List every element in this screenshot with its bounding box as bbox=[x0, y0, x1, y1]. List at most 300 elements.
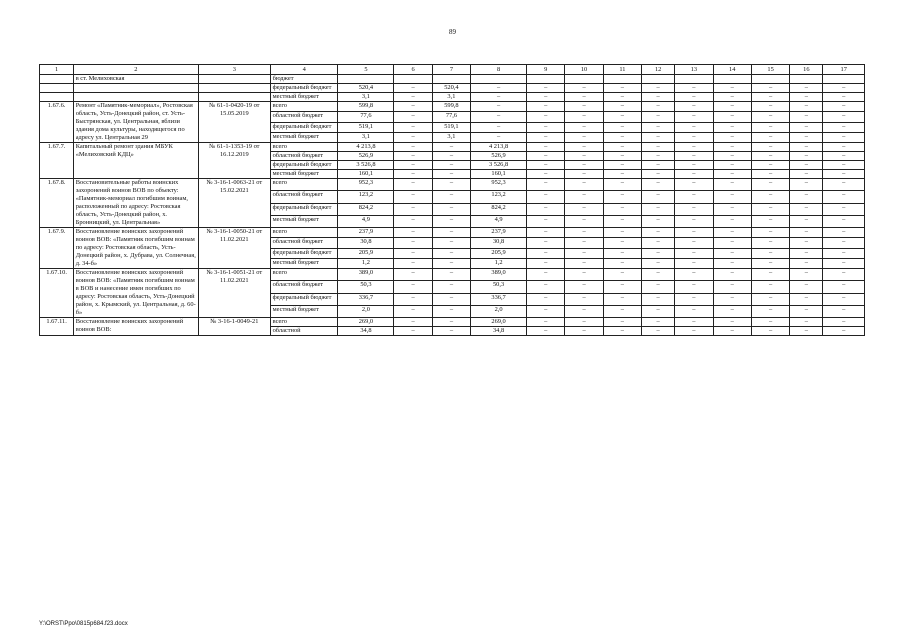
amount-cell: – bbox=[565, 161, 603, 170]
amount-cell: – bbox=[432, 152, 470, 161]
table-row bbox=[40, 84, 865, 93]
amount-cell: – bbox=[675, 161, 713, 170]
column-number: 2 bbox=[74, 65, 198, 75]
amount-cell: – bbox=[394, 102, 432, 112]
amount-cell: – bbox=[603, 248, 641, 258]
amount-cell: – bbox=[603, 269, 641, 281]
amount-cell: – bbox=[527, 84, 565, 93]
amount-cell: – bbox=[565, 93, 603, 102]
amount-cell: – bbox=[790, 327, 823, 336]
permit-number: № 3-16-1-0050-21 от 11.02.2021 bbox=[198, 228, 271, 269]
funding-source: местный бюджет bbox=[271, 170, 338, 179]
amount-cell: – bbox=[603, 281, 641, 293]
amount-cell: – bbox=[527, 327, 565, 336]
amount-cell: – bbox=[432, 238, 470, 248]
amount-cell: – bbox=[394, 228, 432, 238]
amount-cell: 389,0 bbox=[338, 269, 394, 281]
amount-cell: – bbox=[751, 191, 789, 203]
amount-cell: – bbox=[642, 132, 675, 142]
amount-cell: 4 213,8 bbox=[471, 143, 527, 152]
permit-number bbox=[198, 75, 271, 84]
column-number: 17 bbox=[823, 65, 865, 75]
amount-cell: 599,8 bbox=[338, 102, 394, 112]
amount-cell: – bbox=[751, 143, 789, 152]
amount-cell: 519,1 bbox=[338, 122, 394, 132]
amount-cell: – bbox=[823, 228, 865, 238]
amount-cell: – bbox=[642, 238, 675, 248]
amount-cell: 237,9 bbox=[471, 228, 527, 238]
amount-cell: – bbox=[675, 84, 713, 93]
amount-cell: – bbox=[713, 93, 751, 102]
amount-cell bbox=[751, 75, 789, 84]
amount-cell: – bbox=[394, 269, 432, 281]
amount-cell: – bbox=[527, 112, 565, 122]
amount-cell: 1,2 bbox=[338, 258, 394, 268]
funding-source: местный бюджет bbox=[271, 93, 338, 102]
amount-cell: – bbox=[790, 258, 823, 268]
amount-cell: – bbox=[823, 161, 865, 170]
amount-cell bbox=[471, 75, 527, 84]
amount-cell: – bbox=[432, 293, 470, 305]
amount-cell: – bbox=[603, 152, 641, 161]
amount-cell: – bbox=[713, 191, 751, 203]
file-path-footer: Y:\ORST\Ppo\0815p684.f23.docx bbox=[39, 621, 128, 627]
amount-cell: – bbox=[642, 203, 675, 215]
funding-source: бюджет bbox=[271, 75, 338, 84]
table-row bbox=[40, 93, 865, 102]
amount-cell: – bbox=[675, 179, 713, 191]
amount-cell: 824,2 bbox=[338, 203, 394, 215]
amount-cell: – bbox=[527, 132, 565, 142]
amount-cell bbox=[603, 75, 641, 84]
amount-cell: – bbox=[432, 170, 470, 179]
permit-number: № 3-16-1-0049-21 bbox=[198, 318, 271, 336]
amount-cell: – bbox=[713, 269, 751, 281]
amount-cell: – bbox=[603, 305, 641, 317]
amount-cell: – bbox=[565, 102, 603, 112]
amount-cell: – bbox=[642, 152, 675, 161]
amount-cell: – bbox=[713, 318, 751, 327]
amount-cell: – bbox=[394, 152, 432, 161]
amount-cell: – bbox=[394, 170, 432, 179]
amount-cell: – bbox=[823, 305, 865, 317]
amount-cell: 3,1 bbox=[432, 93, 470, 102]
amount-cell: – bbox=[823, 248, 865, 258]
column-number: 12 bbox=[642, 65, 675, 75]
amount-cell: – bbox=[565, 228, 603, 238]
amount-cell: – bbox=[642, 305, 675, 317]
amount-cell: 599,8 bbox=[432, 102, 470, 112]
amount-cell: – bbox=[675, 203, 713, 215]
amount-cell: – bbox=[527, 203, 565, 215]
amount-cell: 4,9 bbox=[338, 215, 394, 227]
budget-table bbox=[39, 64, 865, 336]
amount-cell: – bbox=[790, 305, 823, 317]
amount-cell: – bbox=[394, 258, 432, 268]
amount-cell: – bbox=[713, 305, 751, 317]
permit-number: № 3-16-1-0063-21 от 15.02.2021 bbox=[198, 179, 271, 228]
amount-cell: – bbox=[527, 248, 565, 258]
amount-cell: – bbox=[823, 327, 865, 336]
amount-cell: – bbox=[823, 258, 865, 268]
amount-cell: 2,0 bbox=[338, 305, 394, 317]
amount-cell: – bbox=[713, 170, 751, 179]
amount-cell: – bbox=[471, 132, 527, 142]
amount-cell: – bbox=[603, 191, 641, 203]
funding-source: областной бюджет bbox=[271, 281, 338, 293]
amount-cell: – bbox=[642, 228, 675, 238]
amount-cell: – bbox=[713, 161, 751, 170]
amount-cell: – bbox=[790, 161, 823, 170]
amount-cell: – bbox=[713, 84, 751, 93]
amount-cell: – bbox=[527, 238, 565, 248]
item-number: 1.67.6. bbox=[40, 102, 74, 143]
amount-cell: – bbox=[603, 228, 641, 238]
amount-cell: – bbox=[527, 143, 565, 152]
amount-cell: – bbox=[527, 293, 565, 305]
amount-cell: – bbox=[603, 84, 641, 93]
amount-cell: – bbox=[675, 143, 713, 152]
funding-source: всего bbox=[271, 102, 338, 112]
item-number: 1.67.11. bbox=[40, 318, 74, 336]
amount-cell: 3,1 bbox=[338, 93, 394, 102]
amount-cell: – bbox=[751, 228, 789, 238]
item-description bbox=[74, 93, 198, 102]
amount-cell: – bbox=[751, 327, 789, 336]
amount-cell: – bbox=[823, 293, 865, 305]
amount-cell: – bbox=[394, 327, 432, 336]
amount-cell: – bbox=[394, 84, 432, 93]
amount-cell: – bbox=[790, 203, 823, 215]
funding-source: местный бюджет bbox=[271, 132, 338, 142]
amount-cell: – bbox=[432, 281, 470, 293]
amount-cell: – bbox=[527, 281, 565, 293]
amount-cell: – bbox=[713, 281, 751, 293]
item-description: Ремонт «Памятник-мемориал», Ростовская область, Усть-Донецкий район, ст. Усть-Быстрянская, ул. Центральная, вблизи здания дома культуры, находящегося по адресу ул. Центральная 29 bbox=[74, 102, 198, 143]
amount-cell: – bbox=[642, 122, 675, 132]
amount-cell: – bbox=[823, 281, 865, 293]
funding-source: федеральный бюджет bbox=[271, 203, 338, 215]
amount-cell: 4 213,8 bbox=[338, 143, 394, 152]
table-row bbox=[40, 102, 865, 112]
amount-cell: – bbox=[823, 170, 865, 179]
amount-cell: 4,9 bbox=[471, 215, 527, 227]
amount-cell: 123,2 bbox=[471, 191, 527, 203]
amount-cell: – bbox=[790, 318, 823, 327]
amount-cell: – bbox=[565, 152, 603, 161]
amount-cell: 123,2 bbox=[338, 191, 394, 203]
funding-source: всего bbox=[271, 179, 338, 191]
amount-cell: – bbox=[603, 238, 641, 248]
amount-cell: – bbox=[675, 93, 713, 102]
item-description: Капитальный ремонт здания МБУК «Мелиховский КДЦ» bbox=[74, 143, 198, 179]
amount-cell: – bbox=[432, 258, 470, 268]
amount-cell: – bbox=[432, 318, 470, 327]
amount-cell: – bbox=[751, 318, 789, 327]
column-number: 1 bbox=[40, 65, 74, 75]
amount-cell: – bbox=[823, 318, 865, 327]
amount-cell: – bbox=[823, 191, 865, 203]
amount-cell: 1,2 bbox=[471, 258, 527, 268]
amount-cell: 952,3 bbox=[338, 179, 394, 191]
column-number: 8 bbox=[471, 65, 527, 75]
amount-cell bbox=[823, 75, 865, 84]
amount-cell: – bbox=[675, 281, 713, 293]
amount-cell: – bbox=[527, 170, 565, 179]
amount-cell: – bbox=[527, 269, 565, 281]
amount-cell: – bbox=[642, 93, 675, 102]
amount-cell: – bbox=[394, 122, 432, 132]
amount-cell: – bbox=[675, 305, 713, 317]
amount-cell: – bbox=[565, 305, 603, 317]
amount-cell: – bbox=[565, 248, 603, 258]
amount-cell: – bbox=[471, 93, 527, 102]
amount-cell: – bbox=[642, 112, 675, 122]
funding-source: областной бюджет bbox=[271, 152, 338, 161]
column-number: 7 bbox=[432, 65, 470, 75]
item-number bbox=[40, 93, 74, 102]
amount-cell: – bbox=[751, 152, 789, 161]
amount-cell bbox=[642, 75, 675, 84]
item-number: 1.67.9. bbox=[40, 228, 74, 269]
amount-cell: – bbox=[527, 191, 565, 203]
permit-number: № 61-1-1353-19 от 16.12.2019 bbox=[198, 143, 271, 179]
amount-cell: – bbox=[675, 215, 713, 227]
amount-cell: – bbox=[675, 269, 713, 281]
amount-cell: – bbox=[675, 293, 713, 305]
amount-cell: 336,7 bbox=[471, 293, 527, 305]
column-number: 3 bbox=[198, 65, 271, 75]
amount-cell: – bbox=[751, 132, 789, 142]
amount-cell: 389,0 bbox=[471, 269, 527, 281]
column-number: 9 bbox=[527, 65, 565, 75]
amount-cell: – bbox=[675, 248, 713, 258]
amount-cell: – bbox=[642, 293, 675, 305]
item-description: Восстановление воинских захоронений воинов ВОВ: «Памятник погибшим воинам в ВОВ и нанесение имен погибших по адресу: Ростовская область, Усть-Донецкий район, х. Крымский, ул. Центральная, д. 60-б» bbox=[74, 269, 198, 318]
amount-cell: – bbox=[823, 93, 865, 102]
amount-cell: – bbox=[823, 112, 865, 122]
amount-cell: – bbox=[713, 228, 751, 238]
amount-cell: – bbox=[603, 258, 641, 268]
amount-cell: – bbox=[603, 293, 641, 305]
amount-cell: – bbox=[394, 179, 432, 191]
amount-cell: – bbox=[751, 281, 789, 293]
amount-cell: – bbox=[823, 102, 865, 112]
item-description: Восстановление воинских захоронений воинов ВОВ: «Памятник погибшим воинам по адресу: Ростовская область, Усть-Донецкий район, х. Дубрава, ул. Солнечная, д. 34-б» bbox=[74, 228, 198, 269]
amount-cell: – bbox=[565, 238, 603, 248]
amount-cell: – bbox=[790, 293, 823, 305]
amount-cell: – bbox=[751, 170, 789, 179]
amount-cell: – bbox=[471, 102, 527, 112]
amount-cell: 3,1 bbox=[432, 132, 470, 142]
amount-cell: – bbox=[790, 132, 823, 142]
amount-cell: – bbox=[603, 132, 641, 142]
amount-cell bbox=[790, 75, 823, 84]
amount-cell: – bbox=[751, 112, 789, 122]
amount-cell: – bbox=[527, 305, 565, 317]
item-number: 1.67.8. bbox=[40, 179, 74, 228]
amount-cell: – bbox=[565, 84, 603, 93]
amount-cell: – bbox=[565, 122, 603, 132]
amount-cell: – bbox=[603, 327, 641, 336]
amount-cell: – bbox=[394, 293, 432, 305]
amount-cell: – bbox=[432, 191, 470, 203]
amount-cell: – bbox=[790, 152, 823, 161]
amount-cell: – bbox=[823, 269, 865, 281]
amount-cell: – bbox=[713, 327, 751, 336]
amount-cell: 34,8 bbox=[471, 327, 527, 336]
amount-cell: 269,0 bbox=[471, 318, 527, 327]
amount-cell: – bbox=[713, 132, 751, 142]
column-number: 13 bbox=[675, 65, 713, 75]
amount-cell: – bbox=[394, 112, 432, 122]
amount-cell: 520,4 bbox=[338, 84, 394, 93]
amount-cell: – bbox=[565, 132, 603, 142]
amount-cell: – bbox=[565, 318, 603, 327]
amount-cell: – bbox=[642, 269, 675, 281]
amount-cell: – bbox=[432, 215, 470, 227]
amount-cell: – bbox=[642, 318, 675, 327]
funding-source: всего bbox=[271, 228, 338, 238]
amount-cell: 336,7 bbox=[338, 293, 394, 305]
amount-cell: – bbox=[751, 305, 789, 317]
table-row bbox=[40, 143, 865, 152]
column-number: 11 bbox=[603, 65, 641, 75]
amount-cell: – bbox=[790, 84, 823, 93]
amount-cell: – bbox=[603, 170, 641, 179]
amount-cell: – bbox=[751, 122, 789, 132]
amount-cell: – bbox=[565, 203, 603, 215]
amount-cell: – bbox=[713, 258, 751, 268]
amount-cell bbox=[394, 75, 432, 84]
amount-cell bbox=[527, 75, 565, 84]
item-description: Восстановление воинских захоронений воинов ВОВ: bbox=[74, 318, 198, 336]
amount-cell: 30,8 bbox=[471, 238, 527, 248]
amount-cell: – bbox=[471, 112, 527, 122]
permit-number bbox=[198, 84, 271, 93]
amount-cell: – bbox=[565, 281, 603, 293]
amount-cell: 269,0 bbox=[338, 318, 394, 327]
amount-cell: – bbox=[713, 238, 751, 248]
amount-cell: 520,4 bbox=[432, 84, 470, 93]
amount-cell: – bbox=[432, 179, 470, 191]
funding-source: всего bbox=[271, 318, 338, 327]
amount-cell: – bbox=[675, 327, 713, 336]
amount-cell: – bbox=[603, 102, 641, 112]
funding-source: федеральный бюджет bbox=[271, 84, 338, 93]
amount-cell: – bbox=[675, 122, 713, 132]
funding-source: всего bbox=[271, 143, 338, 152]
amount-cell: – bbox=[642, 102, 675, 112]
funding-source: областной бюджет bbox=[271, 112, 338, 122]
amount-cell: – bbox=[790, 93, 823, 102]
item-number: 1.67.10. bbox=[40, 269, 74, 318]
amount-cell: – bbox=[527, 179, 565, 191]
amount-cell: – bbox=[675, 102, 713, 112]
column-number: 15 bbox=[751, 65, 789, 75]
funding-source: федеральный бюджет bbox=[271, 161, 338, 170]
amount-cell: – bbox=[642, 281, 675, 293]
table-row bbox=[40, 179, 865, 191]
amount-cell bbox=[675, 75, 713, 84]
amount-cell: 160,1 bbox=[471, 170, 527, 179]
amount-cell: – bbox=[394, 318, 432, 327]
amount-cell: – bbox=[675, 318, 713, 327]
amount-cell: – bbox=[751, 248, 789, 258]
amount-cell bbox=[338, 75, 394, 84]
amount-cell: – bbox=[823, 122, 865, 132]
amount-cell: – bbox=[603, 179, 641, 191]
amount-cell: – bbox=[603, 122, 641, 132]
column-number: 6 bbox=[394, 65, 432, 75]
amount-cell: – bbox=[394, 281, 432, 293]
amount-cell: – bbox=[751, 93, 789, 102]
item-number: 1.67.7. bbox=[40, 143, 74, 179]
item-description: Восстановительные работы воинских захоронений воинов ВОВ по объекту: «Памятник-мемориал погибшим воинам, расположенный по адресу: Ростовская область, Усть-Донецкий район, х. Бронницкий, ул. Центральная» bbox=[74, 179, 198, 228]
amount-cell: – bbox=[603, 93, 641, 102]
column-number: 16 bbox=[790, 65, 823, 75]
permit-number bbox=[198, 93, 271, 102]
amount-cell: 50,3 bbox=[338, 281, 394, 293]
amount-cell: – bbox=[675, 112, 713, 122]
amount-cell: – bbox=[642, 258, 675, 268]
table-row bbox=[40, 318, 865, 327]
amount-cell: – bbox=[751, 258, 789, 268]
amount-cell: – bbox=[603, 112, 641, 122]
amount-cell bbox=[432, 75, 470, 84]
amount-cell: – bbox=[471, 84, 527, 93]
amount-cell: – bbox=[603, 203, 641, 215]
funding-source: областной бюджет bbox=[271, 191, 338, 203]
amount-cell: – bbox=[394, 132, 432, 142]
amount-cell: – bbox=[565, 112, 603, 122]
permit-number: № 61-1-0420-19 от 15.05.2019 bbox=[198, 102, 271, 143]
amount-cell: – bbox=[751, 84, 789, 93]
amount-cell: – bbox=[527, 102, 565, 112]
amount-cell: – bbox=[790, 269, 823, 281]
funding-source: федеральный бюджет bbox=[271, 248, 338, 258]
amount-cell: – bbox=[527, 318, 565, 327]
amount-cell: – bbox=[394, 238, 432, 248]
amount-cell: – bbox=[751, 215, 789, 227]
amount-cell: – bbox=[603, 143, 641, 152]
item-number bbox=[40, 84, 74, 93]
amount-cell: – bbox=[713, 112, 751, 122]
amount-cell: – bbox=[675, 228, 713, 238]
amount-cell: – bbox=[790, 215, 823, 227]
amount-cell: – bbox=[713, 152, 751, 161]
amount-cell: – bbox=[642, 327, 675, 336]
amount-cell: – bbox=[675, 258, 713, 268]
amount-cell: – bbox=[713, 179, 751, 191]
amount-cell: – bbox=[751, 203, 789, 215]
amount-cell: – bbox=[751, 179, 789, 191]
amount-cell: – bbox=[642, 191, 675, 203]
amount-cell: – bbox=[527, 161, 565, 170]
amount-cell: 50,3 bbox=[471, 281, 527, 293]
amount-cell: – bbox=[675, 132, 713, 142]
amount-cell: – bbox=[527, 152, 565, 161]
amount-cell: – bbox=[790, 281, 823, 293]
column-number: 4 bbox=[271, 65, 338, 75]
amount-cell: – bbox=[790, 228, 823, 238]
amount-cell: – bbox=[675, 170, 713, 179]
column-number: 10 bbox=[565, 65, 603, 75]
amount-cell: – bbox=[790, 179, 823, 191]
amount-cell: – bbox=[790, 112, 823, 122]
funding-source: федеральный бюджет bbox=[271, 122, 338, 132]
amount-cell: 3 526,8 bbox=[338, 161, 394, 170]
